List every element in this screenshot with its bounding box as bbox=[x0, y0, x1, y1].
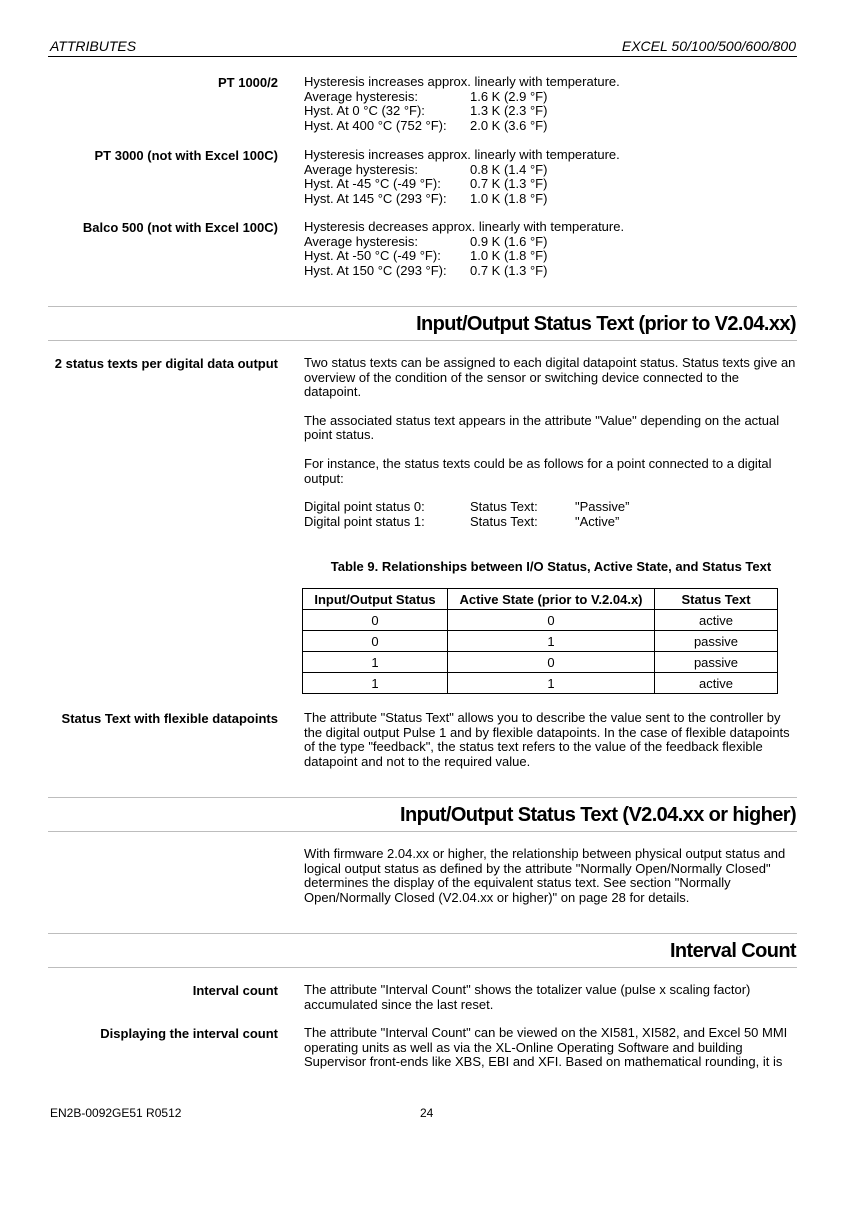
section-divider-top bbox=[48, 797, 797, 798]
flexible-datapoints-description bbox=[304, 711, 798, 769]
sensor-label-balco500: Balco 500 (not with Excel 100C) bbox=[82, 220, 278, 235]
header-divider bbox=[48, 56, 797, 57]
hysteresis-row bbox=[304, 90, 798, 105]
table-caption: Table 9. Relationships between I/O Status, Active State, and Status Text bbox=[330, 559, 772, 574]
table-row bbox=[303, 652, 778, 673]
section-divider-top bbox=[48, 933, 797, 934]
section-divider-bottom bbox=[48, 967, 797, 968]
hysteresis-value: 1.0 K (1.8 °F) bbox=[470, 248, 548, 264]
sensor-block-balco500 bbox=[304, 220, 798, 278]
hysteresis-value: 0.7 K (1.3 °F) bbox=[470, 262, 548, 278]
paragraph: For instance, the status texts could be as follows for a point connected to a digital output: bbox=[304, 455, 772, 486]
hysteresis-row bbox=[304, 177, 798, 192]
example-text: "Passive” bbox=[575, 499, 630, 515]
example-point: Digital point status 1: bbox=[304, 513, 425, 529]
column-header: Input/Output Status bbox=[303, 589, 448, 610]
paragraph: The associated status text appears in the attribute "Value" depending on the actual point status. bbox=[304, 412, 780, 443]
label-status-texts-per-output: 2 status texts per digital data output bbox=[54, 356, 278, 371]
example-point: Digital point status 0: bbox=[304, 499, 425, 515]
hysteresis-row bbox=[304, 264, 798, 279]
example-label: Status Text: bbox=[470, 499, 538, 515]
hysteresis-key: Average hysteresis: bbox=[304, 88, 418, 104]
displaying-interval-count-description bbox=[304, 1026, 798, 1070]
hysteresis-key: Average hysteresis: bbox=[304, 233, 418, 249]
status-relationship-table bbox=[302, 588, 778, 694]
hysteresis-row bbox=[304, 192, 798, 207]
status-examples bbox=[304, 500, 798, 529]
hysteresis-key: Hyst. At 145 °C (293 °F): bbox=[304, 190, 447, 206]
footer-document-id: EN2B-0092GE51 R0512 bbox=[50, 1106, 182, 1120]
hysteresis-value: 2.0 K (3.6 °F) bbox=[470, 117, 548, 133]
table-cell: passive bbox=[655, 631, 778, 652]
hysteresis-key: Hyst. At -45 °C (-49 °F): bbox=[304, 176, 441, 192]
table-cell: 0 bbox=[448, 610, 655, 631]
column-header: Status Text bbox=[655, 589, 778, 610]
table-cell: 1 bbox=[448, 673, 655, 694]
paragraph: The attribute "Interval Count" can be viewed on the XI581, XI582, and Excel 50 MMI operating units as well as via the XL-Online Operating Software and building Supervisor front-ends like XBS, EBI and XFI. Based on mathematical rounding, it is bbox=[304, 1025, 788, 1070]
table-cell: active bbox=[655, 673, 778, 694]
sensor-intro: Hysteresis increases approx. linearly with temperature. bbox=[304, 74, 620, 89]
table-cell: passive bbox=[655, 652, 778, 673]
hysteresis-row bbox=[304, 249, 798, 264]
sensor-intro: Hysteresis increases approx. linearly with temperature. bbox=[304, 147, 620, 162]
header-section-title: ATTRIBUTES bbox=[50, 38, 137, 54]
sensor-label-pt1000: PT 1000/2 bbox=[218, 75, 278, 90]
table-cell: 1 bbox=[303, 673, 448, 694]
table-row bbox=[303, 673, 778, 694]
section-title-interval-count: Interval Count bbox=[669, 940, 796, 962]
hysteresis-value: 0.7 K (1.3 °F) bbox=[470, 176, 548, 192]
hysteresis-row bbox=[304, 163, 798, 178]
example-label: Status Text: bbox=[470, 513, 538, 529]
firmware-description bbox=[304, 847, 798, 905]
hysteresis-row bbox=[304, 235, 798, 250]
hysteresis-value: 1.3 K (2.3 °F) bbox=[470, 103, 548, 119]
label-displaying-interval-count: Displaying the interval count bbox=[100, 1026, 278, 1041]
section-title-status-text-v204: Input/Output Status Text (V2.04.xx or higher) bbox=[400, 804, 796, 826]
table-row bbox=[303, 631, 778, 652]
hysteresis-key: Hyst. At -50 °C (-49 °F): bbox=[304, 248, 441, 264]
section-divider-bottom bbox=[48, 340, 797, 341]
sensor-label-pt3000: PT 3000 (not with Excel 100C) bbox=[94, 148, 278, 163]
hysteresis-key: Hyst. At 0 °C (32 °F): bbox=[304, 103, 425, 119]
hysteresis-value: 0.9 K (1.6 °F) bbox=[470, 233, 548, 249]
hysteresis-row bbox=[304, 119, 798, 134]
hysteresis-key: Average hysteresis: bbox=[304, 161, 418, 177]
table-row bbox=[303, 610, 778, 631]
footer-page-number: 24 bbox=[420, 1106, 434, 1120]
paragraph: Two status texts can be assigned to each digital datapoint status. Status texts give an overview of the condition of the sensor or switching device connected to the datapoint. bbox=[304, 355, 796, 400]
hysteresis-value: 1.6 K (2.9 °F) bbox=[470, 88, 548, 104]
status-text-description bbox=[304, 356, 798, 529]
header-product-title: EXCEL 50/100/500/600/800 bbox=[621, 38, 796, 54]
hysteresis-key: Hyst. At 400 °C (752 °F): bbox=[304, 117, 447, 133]
table-cell: 0 bbox=[303, 610, 448, 631]
label-interval-count: Interval count bbox=[192, 983, 278, 998]
paragraph: With firmware 2.04.xx or higher, the relationship between physical output status and logical output status as defined by the attribute "Normally Open/Normally Closed" determines the display of the equivalent status text. See section "Normally Open/Normally Closed (V2.04.xx or higher)" on page 28 for details. bbox=[304, 846, 786, 905]
paragraph: The attribute "Status Text" allows you to describe the value sent to the controller by the digital output Pulse 1 and by flexible datapoints. In the case of flexible datapoints of the type "feedback", the status text refers to the value of the feedback flexible datapoint and not to the required value. bbox=[304, 710, 790, 769]
example-row bbox=[304, 515, 798, 530]
table-cell: 0 bbox=[303, 631, 448, 652]
section-divider-bottom bbox=[48, 831, 797, 832]
hysteresis-value: 1.0 K (1.8 °F) bbox=[470, 190, 548, 206]
sensor-block-pt1000 bbox=[304, 75, 798, 133]
interval-count-description bbox=[304, 983, 798, 1012]
table-cell: 1 bbox=[303, 652, 448, 673]
section-divider-top bbox=[48, 306, 797, 307]
table-header-row bbox=[303, 589, 778, 610]
hysteresis-value: 0.8 K (1.4 °F) bbox=[470, 161, 548, 177]
table-cell: 0 bbox=[448, 652, 655, 673]
table-cell: active bbox=[655, 610, 778, 631]
example-row bbox=[304, 500, 798, 515]
sensor-block-pt3000 bbox=[304, 148, 798, 206]
paragraph: The attribute "Interval Count" shows the totalizer value (pulse x scaling factor) accumulated since the last reset. bbox=[304, 982, 751, 1012]
table-cell: 1 bbox=[448, 631, 655, 652]
column-header: Active State (prior to V.2.04.x) bbox=[448, 589, 655, 610]
section-title-status-text-prior: Input/Output Status Text (prior to V2.04.xx) bbox=[416, 313, 796, 335]
hysteresis-row bbox=[304, 104, 798, 119]
hysteresis-key: Hyst. At 150 °C (293 °F): bbox=[304, 262, 447, 278]
label-status-text-flexible: Status Text with flexible datapoints bbox=[61, 711, 278, 726]
example-text: "Active” bbox=[575, 513, 620, 529]
sensor-intro: Hysteresis decreases approx. linearly with temperature. bbox=[304, 219, 625, 234]
